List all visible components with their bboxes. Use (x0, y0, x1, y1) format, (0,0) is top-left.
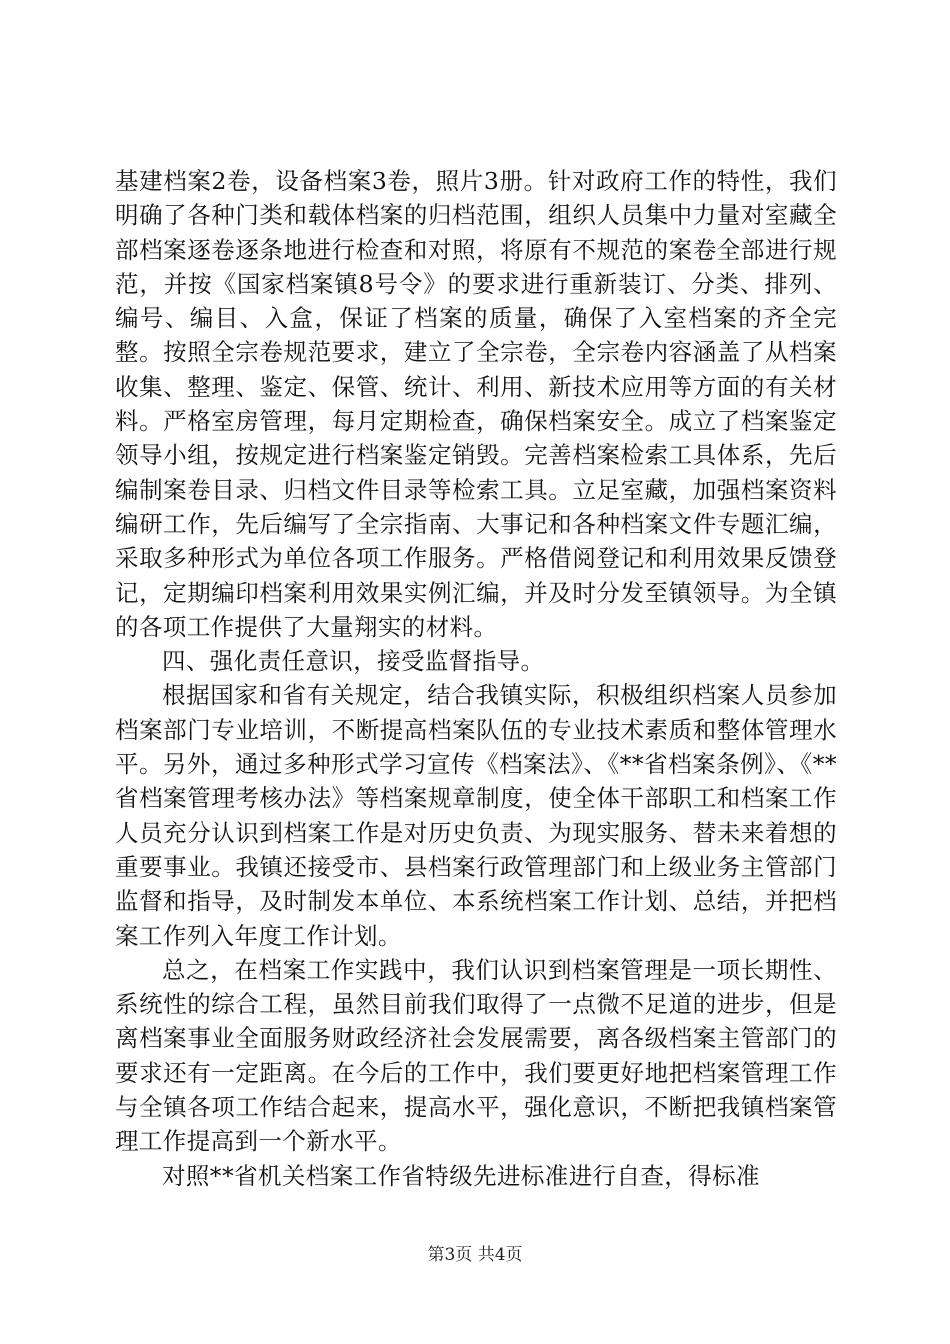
section-heading: 四、强化责任意识，接受监督指导。 (162, 647, 545, 676)
page-number-footer: 第3页 共4页 (427, 1245, 523, 1265)
document-body (115, 164, 837, 1193)
paragraph-self-check: 对照**省机关档案工作省特级先进标准进行自查，得标准 (162, 1161, 760, 1190)
paragraph-summary: 总之，在档案工作实践中，我们认识到档案管理是一项长期性、系统性的综合工程，虽然目前我们取得了一点微不足道的进步，但是离档案事业全面服务财政经济社会发展需要，离各级档案主管部门的要求还有一定距离。在今后的工作中，我们要更好地把档案管理工作与全镇各项工作结合起来，提高水平，强化意识，不断把我镇档案管理工作提高到一个新水平。 (115, 955, 837, 1156)
paragraph-archive-work: 基建档案2卷，设备档案3卷，照片3册。针对政府工作的特性，我们明确了各种门类和载体档案的归档范围，组织人员集中力量对室藏全部档案逐卷逐条地进行检查和对照，将原有不规范的案卷全部进行规范，并按《国家档案镇8号令》的要求进行重新装订、分类、排列、编号、编目、入盒，保证了档案的质量，确保了入室档案的齐全完整。按照全宗卷规范要求，建立了全宗卷，全宗卷内容涵盖了从档案收集、整理、鉴定、保管、统计、利用、新技术应用等方面的有关材料。严格室房管理，每月定期检查，确保档案安全。成立了档案鉴定领导小组，按规定进行档案鉴定销毁。完善档案检索工具体系，先后编制案卷目录、归档文件目录等检索工具。立足室藏，加强档案资料编研工作，先后编写了全宗指南、大事记和各种档案文件专题汇编，采取多种形式为单位各项工作服务。严格借阅登记和利用效果反馈登记，定期编印档案利用效果实例汇编，并及时分发至镇领导。为全镇的各项工作提供了大量翔实的材料。 (115, 167, 837, 641)
paragraph-supervision: 根据国家和省有关规定，结合我镇实际，积极组织档案人员参加档案部门专业培训，不断提高档案队伍的专业技术素质和整体管理水平。另外，通过多种形式学习宣传《档案法》、《**省档案条例》、《**省档案管理考核办法》等档案规章制度，使全体干部职工和档案工作人员充分认识到档案工作是对历史负责、为现实服务、替未来着想的重要事业。我镇还接受市、县档案行政管理部门和上级业务主管部门监督和指导，及时制发本单位、本系统档案工作计划、总结，并把档案工作列入年度工作计划。 (115, 681, 837, 950)
